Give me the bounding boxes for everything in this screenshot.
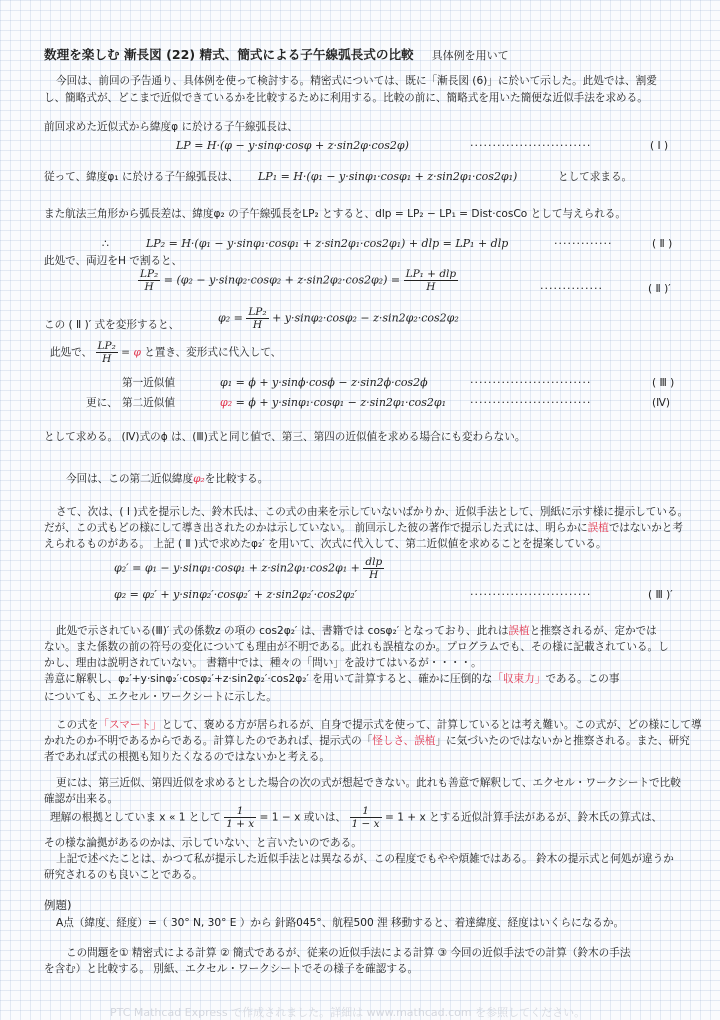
example-line-1: A点（緯度、経度）=（ 30° N, 30° E ）から 針路045°、航程500 浬 移動すると、着達緯度、経度はいくらになるか。 [56,917,625,929]
approx1-tag: ( Ⅲ ) [652,377,675,389]
title-sub: 具体例を用いて [431,49,509,62]
approx2-tag: (Ⅳ) [652,397,671,409]
sec1-lead: 前回求めた近似式から緯度φ に於ける子午線弧長は、 [44,121,299,133]
coef-line-5: についても、エクセル・ワークシートに示した。 [44,691,277,703]
suspicious-red: 怪しさ、誤植 [372,735,436,747]
suzuki-line-1: さて、次は、( Ⅰ )式を提示した、鈴木氏は、この式の由来を示していないばかりか、近似手法として、別紙に示す様に提示している。 [56,506,689,518]
equation-a: φ₂′ = φ₁ − y·sinφ₁·cosφ₁ + z·sin2φ₁·cos2φ₁ + $\frac{\text{dlp}}{H}$ [114,556,383,581]
equation-3-tag: ( Ⅱ ) [652,238,673,250]
intro-line-1: 今回は、前回の予告通り、具体例を使って検討する。精密式については、既に「漸長図 (6)」に於いて示した。此処では、割愛 [56,75,657,87]
example-line-2: この問題を① 精密式による計算 ② 簡式であるが、従来の近似手法による計算 ③ 今回の近似手法での計算（鈴木の手法 [66,947,631,959]
page-title [44,44,509,63]
compare-line: 今回は、この第二近似緯度φ₂を比較する。 [66,473,269,485]
sec1-line2-pre: 従って、緯度φ₁ に於ける子午線弧長は、 [44,171,239,183]
sec1-line4: 此処で、両辺をH で割ると、 [44,255,183,267]
example-line-3: を含む）と比較する。 別紙、エクセル・ワークシートでその様子を確認する。 [44,963,419,975]
sec1-line7: として求める。 (Ⅳ)式のϕ は、(Ⅲ)式と同じ値で、第三、第四の近似値を求める場合にも変わらない。 [44,431,526,443]
misprint-red: 誤植 [587,522,609,534]
line6-fraction: $\frac{\text{LP₂}}{H}$ [97,340,116,365]
more-line-3: 理解の根拠としていま x « 1 として $\frac{1}{1 + x}$ = 1 − x 或いは、 $\frac{1}{1 - x}$ = 1 + x とする近似計算手法があるが、鈴木氏の算式は、 [50,805,663,830]
more-line-5: 上記で述べたことは、かつて私が提示した近似手法とは異なるが、この程度でもやや煩雑ではある。 鈴木の提示式と何処が違うか [56,853,674,865]
dots-leader: ··························· [470,376,592,389]
smart-line-2: かれたのか不明であるからである。計算したのであれば、提示式の「怪しさ、誤植」に気づいたのではないかと推察される。また、研究 [44,735,690,747]
phi-red: φ [133,346,141,359]
equation-4-tag: ( Ⅱ )′ [648,283,671,295]
sec1-line3: また航法三角形から弧長差は、緯度φ₂ の子午線弧長をLP₂ とすると、dlp = LP₂ − LP₁ = Dist·cosCo として与えられる。 [44,208,626,220]
equation-3: LP₂ = H·(φ₁ − y·sinφ₁·cosφ₁ + z·sin2φ₁·cos2φ₁) + dlp = LP₁ + dlp [146,237,509,250]
example-heading: 例題) [44,898,72,912]
equation-2: LP₁ = H·(φ₁ − y·sinφ₁·cosφ₁ + z·sin2φ₁·cos2φ₁) [258,170,518,183]
dots-leader: ············· [554,237,613,250]
eq4-middle: = (φ₂ − y·sinφ₂·cosφ₂ + z·sin2φ₂·cos2φ₂) = [163,273,401,287]
phi2-red: φ₂ [193,473,205,485]
more-line-6: 研究されるのも良いことである。 [44,869,203,881]
equation-1: LP = H·(φ − y·sinφ·cosφ + z·sin2φ·cos2φ) [176,139,409,152]
footer-watermark: PTC Mathcad Express で作成されました。詳細は www.mathcad.com を参照してください。 [110,1006,586,1019]
more-line-2: 確認が出来る。 [44,793,119,805]
approx-fraction-2: $\frac{1}{1 - x}$ [351,805,380,830]
more-line-1: 更には、第三近似、第四近似を求めるとした場合の次の式が想起できない。此れも善意で解釈して、エクセル・ワークシートで比較 [56,777,681,789]
suzuki-line-3: えられるものがある。 上記 ( Ⅱ )式で求めたφ₂′ を用いて、次式に代入して、第二近似値を求めることを提案している。 [44,538,607,550]
coef-line-3: かし、理由は説明されていない。 書籍中では、種々の「問い」を設けてはいるが・・・・。 [44,657,482,669]
approx2-pre: 更に、 [86,397,118,409]
equation-4 [138,268,458,293]
coef-line-2: ない。また係数の前の符号の変化についても理由が不明である。此れも誤植なのか。プログラムでも、その様に記載されている。し [44,641,669,653]
approx2-equation: φ₂ = ϕ + y·sinφ₁·cosφ₁ − z·sin2φ₁·cos2φ₁ [220,396,447,409]
eq4-lhs-fraction: $\frac{\text{LP₂}}{H}$ [140,268,159,293]
dots-leader: ··························· [470,396,592,409]
eqA-fraction: $\frac{\text{dlp}}{H}$ [365,556,383,581]
equation-b: φ₂ = φ₂′ + y·sinφ₂′·cosφ₂′ + z·sin2φ₂′·cos2φ₂′ [114,588,358,601]
equation-5: φ₂ = $\frac{\text{LP₂}}{H}$ + y·sinφ₂·cosφ₂ − z·sin2φ₂·cos2φ₂ [218,306,459,331]
eq4-rhs-fraction: $\frac{\text{LP₁ + dlp}}{H}$ [405,268,457,293]
smart-red: 「スマート」 [98,719,162,731]
smart-line-1: この式を「スマート」として、褒める方が居られるが、自身で提示式を使って、計算しているとは考え難い。この式が、どの様にして導 [56,719,702,731]
misprint-red: 誤植 [508,625,530,637]
phi2-red: φ₂ [220,396,233,409]
title-main: 数理を楽しむ 漸長図 (22) 精式、簡式による子午線弧長式の比較 [44,47,414,62]
equation-1-tag: ( Ⅰ ) [650,140,669,152]
approx1-label: 第一近似値 [122,377,175,389]
more-line-4: その様な論拠があるのかは、示していない、と言いたいのである。 [44,837,362,849]
dots-leader: ··························· [470,139,592,152]
dots-leader: ·············· [540,282,603,295]
sec1-line2-post: として求まる。 [558,171,633,183]
intro-line-2: し、簡略式が、どこまで近似できているかを比較するために利用する。比較の前に、簡略式を用いた簡便な近似手法を求める。 [44,92,648,104]
sec1-line2 [44,170,238,184]
approx-fraction-1: $\frac{1}{1 + x}$ [226,805,255,830]
sec1-line6: 此処で、 $\frac{\text{LP₂}}{H}$ = φ と置き、変形式に代入して、 [50,340,282,365]
smart-line-3: 者であれば式の根拠も知りたくなるのではないかと考える。 [44,751,331,763]
convergence-red: 「収束力」 [492,673,546,685]
equation-b-tag: ( Ⅲ )′ [648,589,673,601]
approx2-label: 第二近似値 [122,397,175,409]
approx1-equation: φ₁ = ϕ + y·sinϕ·cosϕ − z·sin2ϕ·cos2ϕ [220,376,428,389]
eq5-fraction: $\frac{\text{LP₂}}{H}$ [248,306,267,331]
coef-line-4: 善意に解釈し、φ₂′+y·sinφ₂′·cosφ₂′+z·sin2φ₂′·cos2φ₂′ を用いて計算すると、確かに圧倒的な「収束力」である。この事 [44,673,620,685]
dots-leader: ··························· [470,588,592,601]
suzuki-line-2: だが、この式もどの様にして導き出されたのかは示していない。 前回示した彼の著作で提示した式には、明らかに誤植ではないかと考 [44,522,683,534]
sec1-line5: この ( Ⅱ )′ 式を変形すると、 [44,319,180,331]
therefore-symbol: ∴ [102,238,109,250]
coef-line-1: 此処で示されている(Ⅲ)′ 式の係数z の項の cos2φ₂′ は、書籍では cosφ₂′ となっており、此れは誤植と推察されるが、定かでは [56,625,657,637]
